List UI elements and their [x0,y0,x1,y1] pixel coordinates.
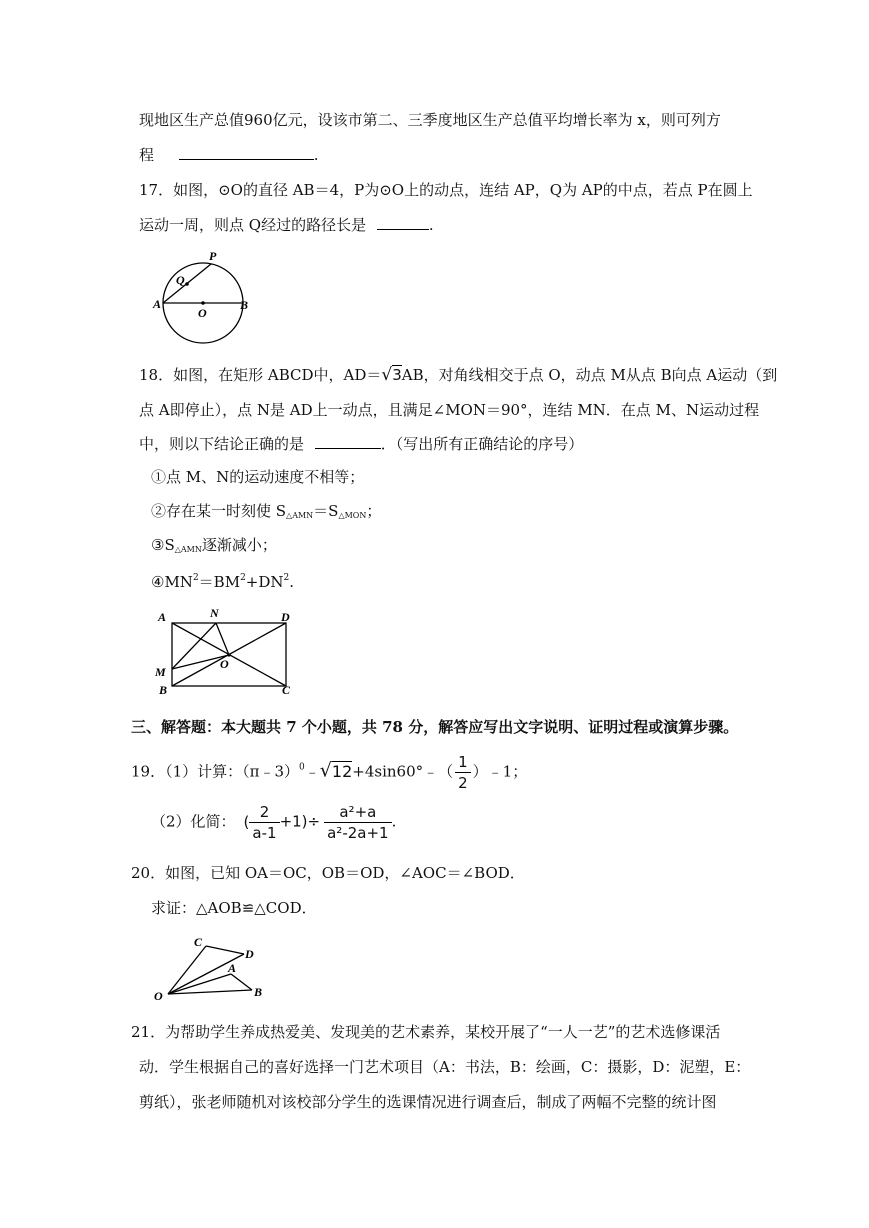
p18-line3 [139,434,583,454]
p19-part2-label: （2）化简： [151,812,236,831]
p17-line2-text: 运动一周，则点 Q经过的路径长是 [139,216,367,234]
fraction-2-over-a-1 [249,802,279,843]
p19-period: . [391,812,397,831]
opt3-text-a: ③S [151,536,175,554]
p18-option2 [151,501,381,526]
section-heading: 三、解答题：本大题共 7 个小题，共 78 分，解答应写出文字说明、证明过程或演算步骤。 [131,718,739,736]
p18-option3 [151,535,277,560]
circle-figure [150,248,260,348]
p17-line1: 17．如图，⊙O的直径 AB＝4，P为⊙O上的动点，连结 AP，Q为 AP的中点，若点 P在圆上 [139,181,753,199]
opt4-sup-2: 2 [240,573,246,583]
opt4-text-a: ④MN [151,573,193,591]
p18-line1 [139,365,777,385]
label-n: N [210,606,219,620]
triangle-figure [148,932,273,1004]
opt3-text-b: 逐渐减小； [201,536,277,554]
answer-blank-18 [315,434,381,449]
segment-ab [231,974,252,990]
segment-mn [172,623,216,669]
label-b: B [240,298,249,312]
p18-line1a: 18．如图，在矩形 ABCD中，AD＝ [139,366,382,384]
point-q [185,282,189,286]
opt2-sub-1: △AMN [286,511,314,520]
opt4-text-b: ＝BM [198,573,241,591]
label-o-tri: O [154,989,163,1003]
p19-text-d: ）﹣1； [472,762,528,781]
label-a-tri: A [228,961,237,975]
label-p: P [209,249,217,263]
label-q: Q [176,273,185,287]
open-paren: ( [243,812,250,831]
label-d-rect: D [281,610,290,624]
rectangle-figure [150,603,300,698]
p18-line2: 点 A即停止），点 N是 AD上一动点，且满足∠MON＝90°，连结 MN．在点 M、N运动过程 [139,401,760,419]
fraction-quadratic [324,802,391,843]
p16-line2-text: 程 [139,146,155,164]
p19-line2 [151,802,396,843]
label-o: O [198,306,207,320]
sqrt-radicand-12: 12 [331,761,353,781]
p18-option1: ①点 M、N的运动速度不相等； [151,468,365,486]
opt4-sup-3: 2 [283,573,290,583]
segment-oc [168,946,206,994]
p19-text-a: 19．（1）计算：（π﹣3） [131,762,300,781]
label-o-rect: O [220,657,229,671]
p16-line1: 现地区生产总值960亿元，设该市第二、三季度地区生产总值平均增长率为 x，则可列方 [139,111,721,129]
answer-blank-16 [179,145,314,160]
point-o [201,301,205,305]
p16-line2 [139,145,319,165]
p17-line2 [139,215,434,235]
f2-numerator: a²+a [324,802,391,823]
p21-line3: 剪纸），张老师随机对该校部分学生的选课情况进行调查后，制成了两幅不完整的统计图 [139,1093,717,1111]
p18-line3b: ．（写出所有正确结论的序号） [380,435,584,453]
f1-denominator: a-1 [252,824,277,842]
p19-text-c: +4sin60°﹣（ [352,762,454,781]
p18-option4 [151,568,294,592]
segment-cd [206,946,244,954]
label-c-rect: C [282,683,291,697]
answer-blank-17 [377,215,429,230]
p21-line2: 动．学生根据自己的喜好选择一门艺术项目（A：书法，B：绘画，C：摄影，D：泥塑，E： [139,1058,751,1076]
label-c-tri: C [194,935,203,949]
sqrt-sign-19: √ [319,759,332,782]
label-a-rect: A [158,610,167,624]
p19-exponent-0: 0 [299,762,305,773]
sqrt-sign: √ [381,365,393,385]
p21-line1: 21．为帮助学生养成热爱美、发现美的艺术素养，某校开展了“一人一艺”的艺术选修课活 [131,1023,721,1041]
label-a: A [153,297,162,311]
p19-text-b: ﹣ [304,762,320,781]
opt2-text-c: ； [366,502,382,520]
label-b-tri: B [254,985,263,999]
opt4-sup-1: 2 [192,573,199,583]
p18-line1b: AB，对角线相交于点 O，动点 M从点 B向点 A运动（到 [401,366,778,384]
f2-denominator: a²-2a+1 [327,824,389,842]
half-denominator: 2 [458,774,468,792]
p20-line1: 20．如图，已知 OA＝OC，OB＝OD，∠AOC＝∠BOD． [131,864,525,882]
half-numerator: 1 [455,752,471,773]
opt2-text-b: ＝S [313,502,339,520]
label-b-rect: B [159,683,168,697]
opt2-text-a: ②存在某一时刻使 S [151,502,287,520]
p20-line2: 求证：△AOB≌△COD． [151,899,317,917]
p19-mid: +1)÷ [279,812,321,831]
label-d-tri: D [245,947,254,961]
sqrt-radicand-3: 3 [392,366,402,384]
opt3-sub: △AMN [174,545,202,554]
p16-period: . [313,146,319,164]
p19-line1 [131,752,527,793]
fraction-one-half [455,752,471,793]
opt4-text-d: . [289,573,295,591]
p18-line3a: 中，则以下结论正确的是 [139,435,305,453]
label-m: M [155,665,166,679]
opt2-sub-2: △MON [338,511,367,520]
f1-numerator: 2 [249,802,279,823]
opt4-text-c: +DN [245,573,284,591]
p17-period: . [428,216,434,234]
